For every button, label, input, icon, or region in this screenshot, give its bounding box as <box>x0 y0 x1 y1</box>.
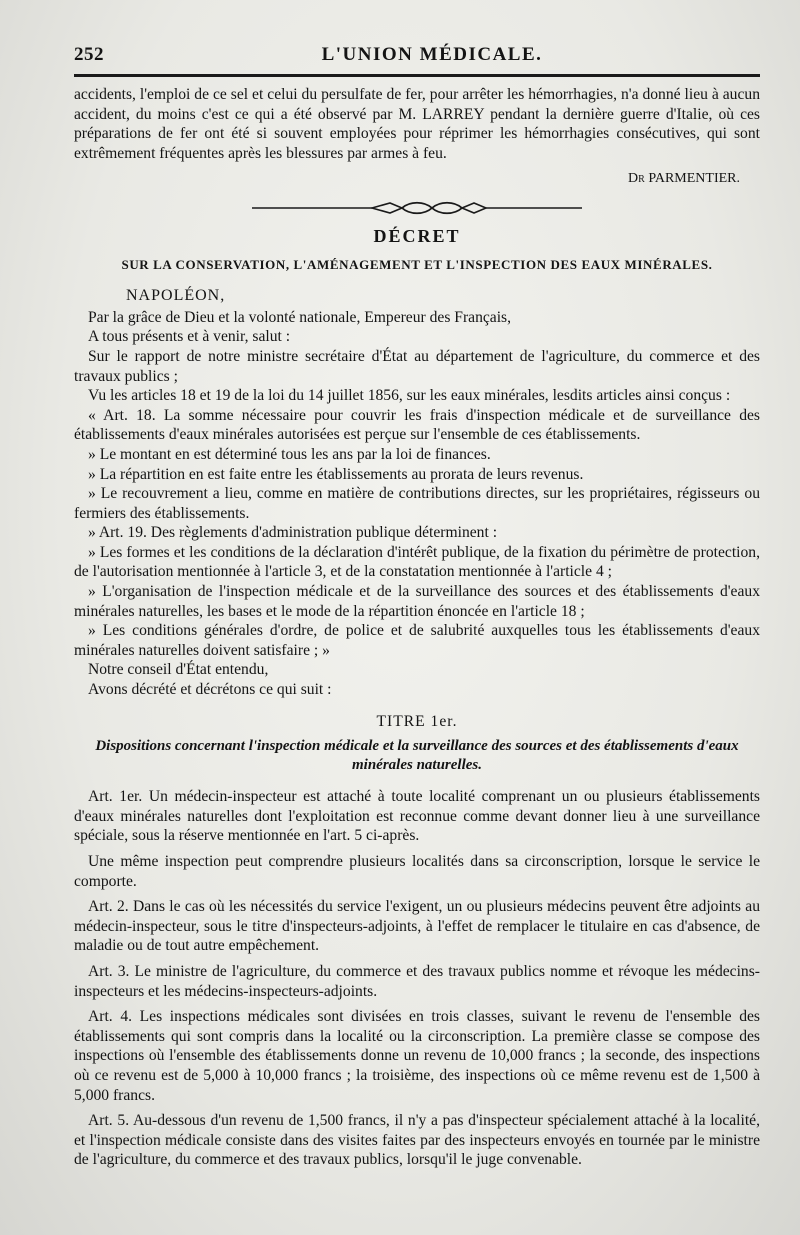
article-2: Art. 2. Dans le cas où les nécessités du service l'exigent, un ou plusieurs médecins peuvent être adjoints au médecin-inspecteur, sous le titre d'inspecteurs-adjoints, à l'effet de remplacer le titulaire en cas d'absence, de maladie ou de tout autre empêchement. <box>74 898 760 955</box>
decree-subtitle: SUR LA CONSERVATION, L'AMÉNAGEMENT ET L'INSPECTION DES EAUX MINÉRALES. <box>121 256 713 272</box>
quoted-paragraph: » La répartition en est faite entre les établissements au prorata de leurs revenus. <box>88 465 584 483</box>
quoted-paragraph: » L'organisation de l'inspection médicale et de la surveillance des sources et des établissements d'eaux minérales naturelles, les bases et le mode de la répartition énoncée en l'article 18 ; <box>74 583 760 620</box>
preamble-line: Sur le rapport de notre ministre secrétaire d'État au département de l'agriculture, du commerce et des travaux publics ; <box>74 347 760 385</box>
preamble-line: Par la grâce de Dieu et la volonté nationale, Empereur des Français, <box>88 308 512 326</box>
header-rule <box>74 74 760 77</box>
quoted-article-19: » Art. 19. Des règlements d'administration publique déterminent : <box>88 524 498 542</box>
ornament-divider-icon <box>252 199 582 217</box>
signature: Dr PARMENTIER. <box>628 171 740 187</box>
quoted-paragraph: » Le recouvrement a lieu, comme en matière de contributions directes, sur les propriétaires, régisseurs ou fermiers des établissements. <box>74 485 760 522</box>
section-ornament <box>74 199 760 217</box>
dispositions-heading: Dispositions concernant l'inspection médicale et la surveillance des sources et des établissements d'eaux minérales naturelles. <box>95 738 739 774</box>
article-1: Art. 1er. Un médecin-inspecteur est attaché à toute localité comprenant un ou plusieurs établissements d'eaux minérales naturelles dont l'exploitation est reconnue comme devant donner lieu à une surveillance spéciale, sous la réserve mentionnée en l'art. 5 ci-après. <box>74 788 760 845</box>
article-body <box>74 85 766 1170</box>
preamble-line: Avons décrété et décrétons ce qui suit : <box>88 681 332 699</box>
preamble-line: Vu les articles 18 et 19 de la loi du 14 juillet 1856, sur les eaux minérales, lesdits articles ainsi conçus : <box>88 387 731 405</box>
article-4: Art. 4. Les inspections médicales sont divisées en trois classes, suivant le revenu de l'ensemble des établissements qui sont compris dans la localité ou la circonscription. La première classe se compose des inspections où l'ensemble des établissements donne un revenu de 10,000 francs ; la seconde, des inspections où ce revenu est de 5,000 à 10,000 francs ; la troisième, des inspections où ce même revenu est de 1,500 à 5,000 francs. <box>74 1008 760 1104</box>
article-3: Art. 3. Le ministre de l'agriculture, du commerce et des travaux publics nomme et révoque les médecins-inspecteurs et les médecins-inspecteurs-adjoints. <box>74 962 760 1000</box>
quoted-paragraph: » Les formes et les conditions de la déclaration d'intérêt publique, de la fixation du périmètre de protection, de l'autorisation mentionnée à l'article 3, et de la constatation mentionnée à l'article 4 ; <box>74 543 760 581</box>
quoted-paragraph: » Les conditions générales d'ordre, de police et de salubrité auxquelles tous les établissements d'eaux minérales naturelles doivent satisfaire ; » <box>74 622 760 659</box>
page-number: 252 <box>74 44 104 65</box>
decree-issuer: NAPOLÉON, <box>126 287 226 305</box>
quoted-paragraph: » Le montant en est déterminé tous les ans par la loi de finances. <box>88 445 491 463</box>
decree-title: DÉCRET <box>373 225 461 246</box>
preamble-line: A tous présents et à venir, salut : <box>88 328 291 346</box>
quoted-article-18: « Art. 18. La somme nécessaire pour couvrir les frais d'inspection médicale et de surveillance des établissements d'eaux minérales autorisées est perçue sur l'ensemble de ces établissements. <box>74 406 760 444</box>
preamble-line: Notre conseil d'État entendu, <box>88 661 269 679</box>
article-1-continued: Une même inspection peut comprendre plusieurs localités dans sa circonscription, lorsque le service le comporte. <box>74 853 760 890</box>
intro-paragraph: accidents, l'emploi de ce sel et celui du persulfate de fer, pour arrêter les hémorrhagies, n'a donné lieu à aucun accident, du moins c'est ce qui a été observé par M. LARREY pendant la dernière guerre d'Italie, où ces préparations de fer ont été si souvent employées pour réprimer les hémorrhagies consécutives, qui sont extrêmement fréquentes après les blessures par armes à feu. <box>74 86 760 162</box>
article-5: Art. 5. Au-dessous d'un revenu de 1,500 francs, il n'y a pas d'inspecteur spécialement attaché à la localité, et l'inspection médicale consiste dans des visites faites par des inspecteurs envoyés en tournée par le ministre de l'agriculture, du commerce et des travaux publics, lorsqu'il le juge convenable. <box>74 1112 760 1169</box>
titre-heading: TITRE 1er. <box>376 712 458 730</box>
page-header <box>74 44 766 66</box>
journal-title: L'UNION MÉDICALE. <box>321 44 543 65</box>
